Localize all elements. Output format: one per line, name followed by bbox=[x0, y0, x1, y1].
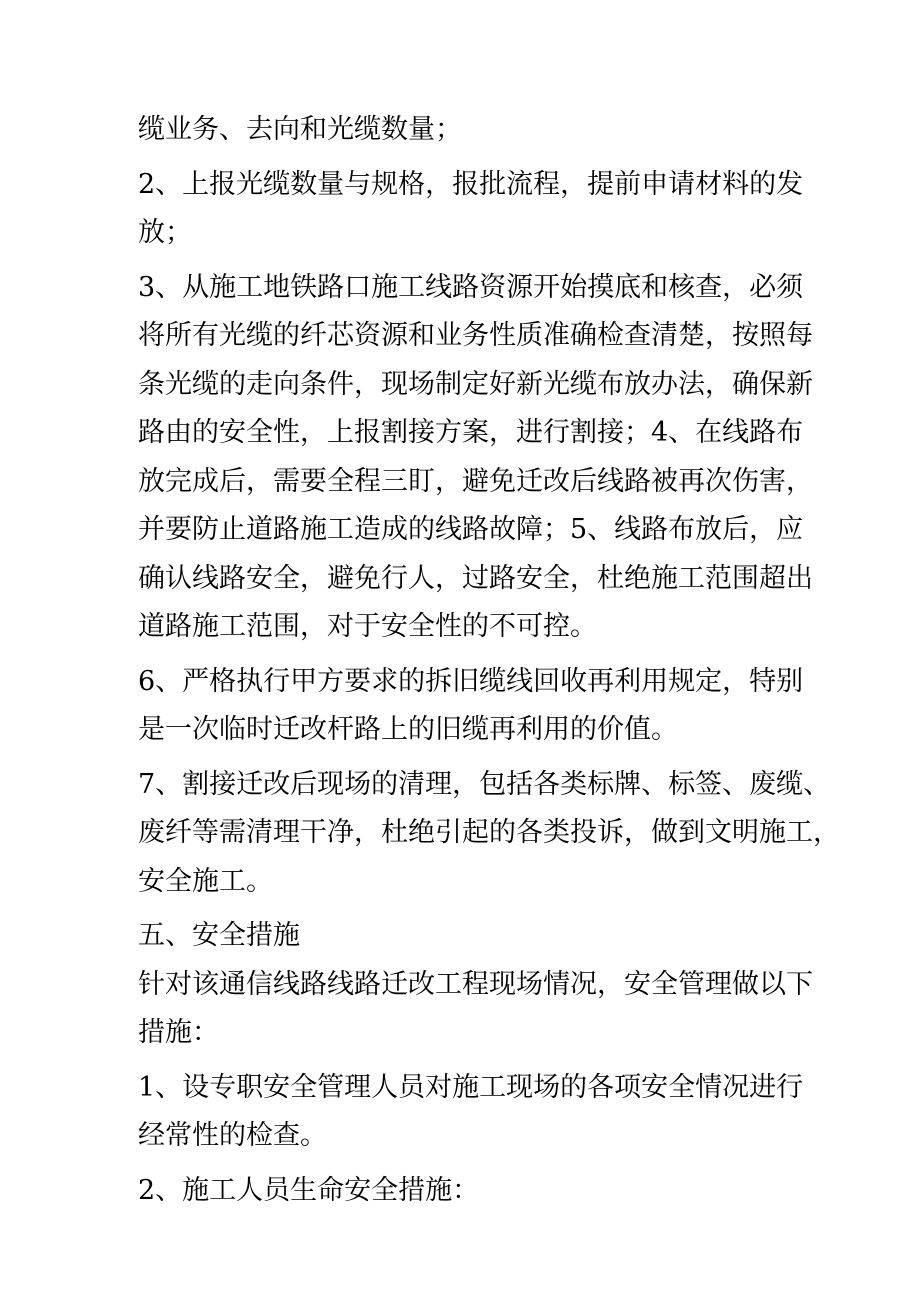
text-line: 2、上报光缆数量与规格，报批流程，提前申请材料的发 bbox=[138, 168, 804, 200]
text-line: 6、严格执行甲方要求的拆旧缆线回收再利用规定，特别 bbox=[138, 665, 804, 697]
text-line: 安全施工。 bbox=[138, 865, 273, 897]
text-line: 经常性的检查。 bbox=[138, 1120, 327, 1151]
text-line: 7、割接迁改后现场的清理，包括各类标牌、标签、废缆、 bbox=[138, 768, 831, 800]
text-line: 确认线路安全，避免行人，过路安全，杜绝施工范围超出 bbox=[138, 562, 813, 594]
text-line: 将所有光缆的纤芯资源和业务性质准确检查清楚，按照每 bbox=[138, 320, 813, 351]
text-line: 3、从施工地铁路口施工线路资源开始摸底和核查，必须 bbox=[138, 271, 804, 303]
text-line: 废纤等需清理干净，杜绝引起的各类投诉，做到文明施工， bbox=[138, 817, 840, 848]
text-line: 放； bbox=[138, 217, 192, 248]
text-line: 路由的安全性，上报割接方案，进行割接；4、在线路布 bbox=[138, 417, 804, 448]
text-line: 措施： bbox=[138, 1017, 219, 1048]
text-line: 五、安全措施 bbox=[138, 920, 300, 951]
text-line: 2、施工人员生命安全措施： bbox=[138, 1174, 480, 1206]
text-line: 道路施工范围，对于安全性的不可控。 bbox=[138, 611, 597, 642]
text-line: 是一次临时迁改杆路上的旧缆再利用的价值。 bbox=[138, 714, 678, 745]
text-line: 并要防止道路施工造成的线路故障；5、线路布放后，应 bbox=[138, 514, 804, 545]
text-line: 条光缆的走向条件，现场制定好新光缆布放办法，确保新 bbox=[138, 368, 813, 400]
text-line: 1、设专职安全管理人员对施工现场的各项安全情况进行 bbox=[138, 1071, 804, 1103]
text-line: 针对该通信线路线路迁改工程现场情况，安全管理做以下 bbox=[138, 968, 813, 1000]
body-text bbox=[138, 106, 840, 1215]
text-line: 放完成后，需要全程三盯，避免迁改后线路被再次伤害， bbox=[138, 465, 813, 497]
text-line: 缆业务、去向和光缆数量； bbox=[138, 114, 462, 145]
